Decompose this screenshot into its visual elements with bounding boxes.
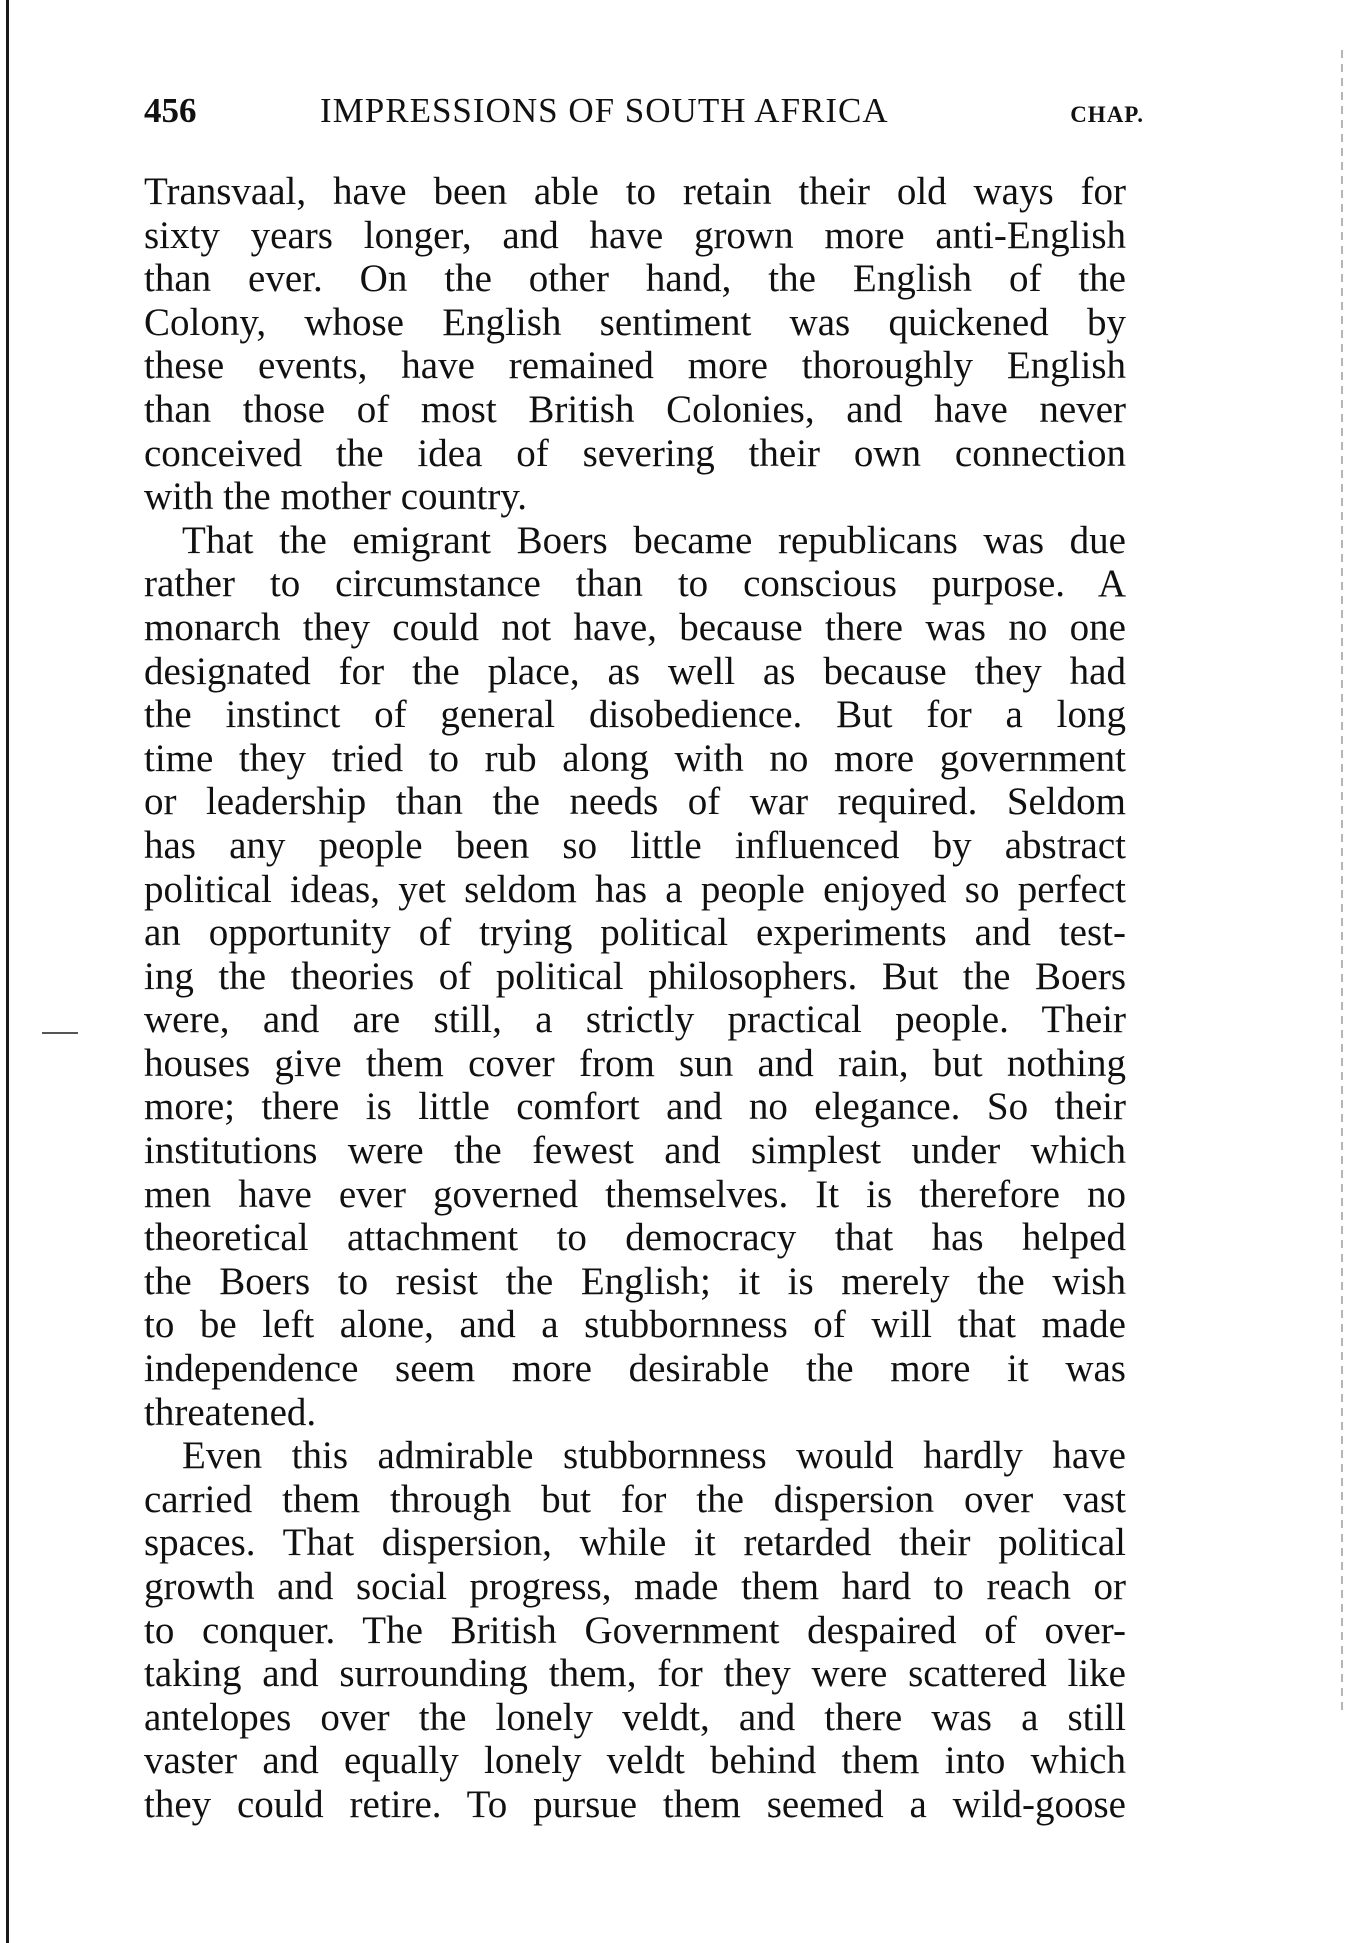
text-line: these events, have remained more thoroughly English [144,344,1126,388]
text-line: or leadership than the needs of war required. Seldom [144,780,1126,824]
text-line: That the emigrant Boers became republicans was due [182,518,1126,562]
text-line: with the mother country. [144,475,528,519]
text-line: an opportunity of trying political experiments and test- [144,911,1126,955]
text-line: taking and surrounding them, for they were scattered like [144,1652,1126,1696]
text-line: were, and are still, a strictly practical people. Their [144,998,1126,1042]
paragraph [144,519,1126,1434]
text-line: monarch they could not have, because there was no one [144,605,1126,649]
running-title: IMPRESSIONS OF SOUTH AFRICA [320,91,889,130]
text-line: to be left alone, and a stubbornness of will that made [144,1303,1126,1347]
text-line: has any people been so little influenced by abstract [144,823,1126,867]
text-line: rather to circumstance than to conscious purpose. A [144,562,1126,606]
text-line: time they tried to rub along with no more government [144,736,1126,780]
body-text [144,170,1126,1827]
text-line: they could retire. To pursue them seemed a wild-goose [144,1782,1126,1826]
page-number: 456 [144,91,197,130]
text-line: the Boers to resist the English; it is merely the wish [144,1259,1126,1303]
running-header [144,88,1144,134]
paragraph [144,1434,1126,1826]
text-line: conceived the idea of severing their own connection [144,431,1126,475]
text-line: the instinct of general disobedience. But for a long [144,693,1126,737]
text-line: designated for the place, as well as because they had [144,649,1126,693]
text-line: sixty years longer, and have grown more anti-English [144,213,1126,257]
binding-edge-line [6,0,9,1943]
text-line: to conquer. The British Government despaired of over- [144,1608,1126,1652]
text-line: Transvaal, have been able to retain their old ways for [144,170,1126,213]
text-line: more; there is little comfort and no elegance. So their [144,1085,1126,1129]
margin-mark [42,1032,78,1034]
text-line: men have ever governed themselves. It is therefore no [144,1172,1126,1216]
text-line: growth and social progress, made them hard to reach or [144,1565,1126,1608]
text-line: antelopes over the lonely veldt, and there was a still [144,1695,1126,1739]
page-edge-shadow [1341,50,1343,1710]
chapter-label: CHAP. [1070,102,1144,127]
text-line: vaster and equally lonely veldt behind them into which [144,1739,1126,1783]
text-line: than ever. On the other hand, the English of the [144,257,1126,301]
text-line: institutions were the fewest and simplest under which [144,1129,1126,1173]
text-line: independence seem more desirable the more it was [144,1347,1126,1391]
text-line: ing the theories of political philosophers. But the Boers [144,954,1126,998]
text-line: Even this admirable stubbornness would hardly have [182,1434,1126,1478]
text-line: Colony, whose English sentiment was quickened by [144,300,1126,344]
text-line: carried them through but for the dispersion over vast [144,1477,1126,1521]
text-line: houses give them cover from sun and rain, but nothing [144,1041,1126,1085]
text-line: political ideas, yet seldom has a people enjoyed so perfect [144,867,1126,911]
text-line: threatened. [144,1390,317,1434]
paragraph [144,170,1126,519]
text-line: theoretical attachment to democracy that has helped [144,1216,1126,1260]
text-line: than those of most British Colonies, and have never [144,387,1126,431]
text-line: spaces. That dispersion, while it retarded their political [144,1521,1126,1565]
